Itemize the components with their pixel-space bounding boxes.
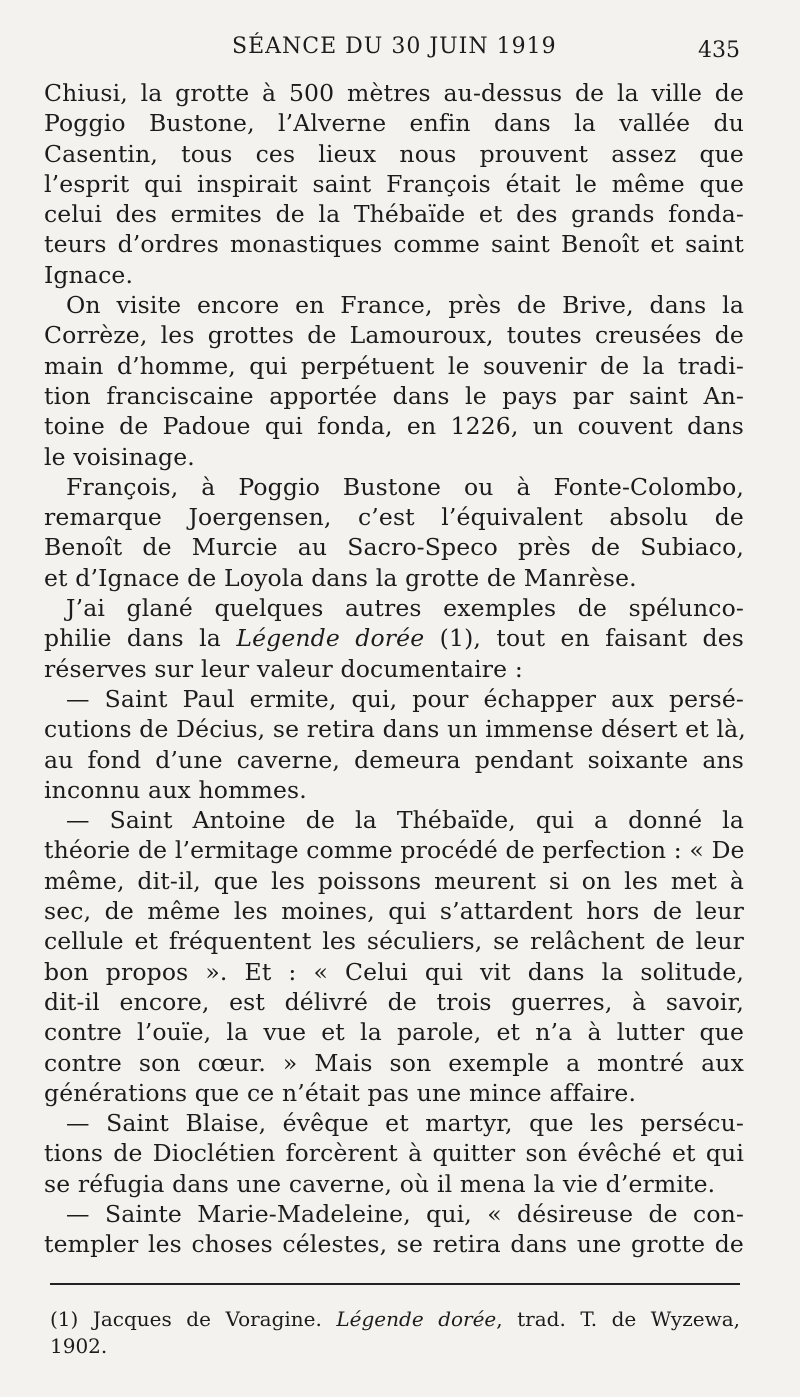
body-line: et d’Ignace de Loyola dans la grotte de Manrèse.: [44, 563, 637, 592]
body-line: celui des ermites de la Thébaïde et des grands fonda-: [44, 200, 744, 229]
body-line: philie dans la Légende dorée (1), tout en faisant des: [44, 624, 744, 653]
book-title: Légende dorée: [336, 1307, 497, 1331]
body-line: tion franciscaine apportée dans le pays par saint An-: [44, 381, 744, 410]
body-line: réserves sur leur valeur documentaire :: [44, 654, 523, 683]
body-line: dit-il encore, est délivré de trois guerres, à savoir,: [44, 987, 744, 1016]
body-line: contre son cœur. » Mais son exemple a montré aux: [44, 1048, 744, 1077]
body-line: se réfugia dans une caverne, où il mena la vie d’ermite.: [44, 1169, 716, 1198]
body-line: — Saint Blaise, évêque et martyr, que les persécu-: [66, 1109, 744, 1138]
body-line: remarque Joergensen, c’est l’équivalent absolu de: [44, 503, 744, 532]
body-line: inconnu aux hommes.: [44, 775, 307, 804]
body-line: sec, de même les moines, qui s’attardent hors de leur: [44, 897, 744, 926]
body-line: cutions de Décius, se retira dans un immense désert et là,: [44, 715, 746, 744]
body-line: main d’homme, qui perpétuent le souvenir de la tradi-: [44, 351, 744, 380]
body-line: On visite encore en France, près de Brive, dans la: [66, 291, 744, 320]
book-title: Légende dorée: [236, 624, 425, 653]
body-line: Casentin, tous ces lieux nous prouvent assez que: [44, 139, 744, 168]
body-line: — Saint Paul ermite, qui, pour échapper aux persé-: [66, 684, 744, 713]
body-line: Chiusi, la grotte à 500 mètres au-dessus de la ville de: [44, 79, 744, 107]
body-line: au fond d’une caverne, demeura pendant soixante ans: [44, 745, 744, 774]
body-text: [44, 78, 744, 1260]
body-line: théorie de l’ermitage comme procédé de perfection : « De: [44, 836, 745, 865]
page-header: [0, 34, 800, 74]
footnote-line: 1902.: [50, 1334, 108, 1358]
body-line: toine de Padoue qui fonda, en 1226, un couvent dans: [44, 412, 744, 441]
body-line: templer les choses célestes, se retira dans une grotte de: [44, 1230, 744, 1259]
footnote-rule: [50, 1283, 740, 1285]
body-line: — Saint Antoine de la Thébaïde, qui a donné la: [66, 806, 744, 835]
body-line: François, à Poggio Bustone ou à Fonte-Colombo,: [66, 472, 744, 501]
body-line: — Sainte Marie-Madeleine, qui, « désireuse de con-: [66, 1199, 744, 1228]
body-line: Ignace.: [44, 260, 134, 289]
footnote-line: (1) Jacques de Voragine. Légende dorée, trad. T. de Wyzewa,: [50, 1307, 740, 1331]
body-line: bon propos ». Et : « Celui qui vit dans la solitude,: [44, 957, 744, 986]
body-line: l’esprit qui inspirait saint François était le même que: [44, 169, 744, 198]
footnotes: [50, 1306, 740, 1360]
body-line: tions de Dioclétien forcèrent à quitter son évêché et qui: [44, 1139, 744, 1168]
body-line: Corrèze, les grottes de Lamouroux, toutes creusées de: [44, 321, 744, 350]
body-line: contre l’ouïe, la vue et la parole, et n’a à lutter que: [44, 1018, 744, 1047]
page-number: 435: [698, 38, 740, 63]
body-line: cellule et fréquentent les séculiers, se relâchent de leur: [44, 927, 744, 956]
body-line: le voisinage.: [44, 442, 195, 471]
body-line: J’ai glané quelques autres exemples de spélunco-: [66, 594, 744, 623]
body-line: Poggio Bustone, l’Alverne enfin dans la vallée du: [44, 109, 744, 138]
body-line: générations que ce n’était pas une mince affaire.: [44, 1078, 637, 1107]
body-line: même, dit-il, que les poissons meurent si on les met à: [44, 866, 744, 895]
body-line: Benoît de Murcie au Sacro-Speco près de Subiaco,: [44, 533, 744, 562]
body-line: teurs d’ordres monastiques comme saint Benoît et saint: [44, 230, 744, 259]
running-title: SÉANCE DU 30 JUIN 1919: [232, 34, 557, 59]
